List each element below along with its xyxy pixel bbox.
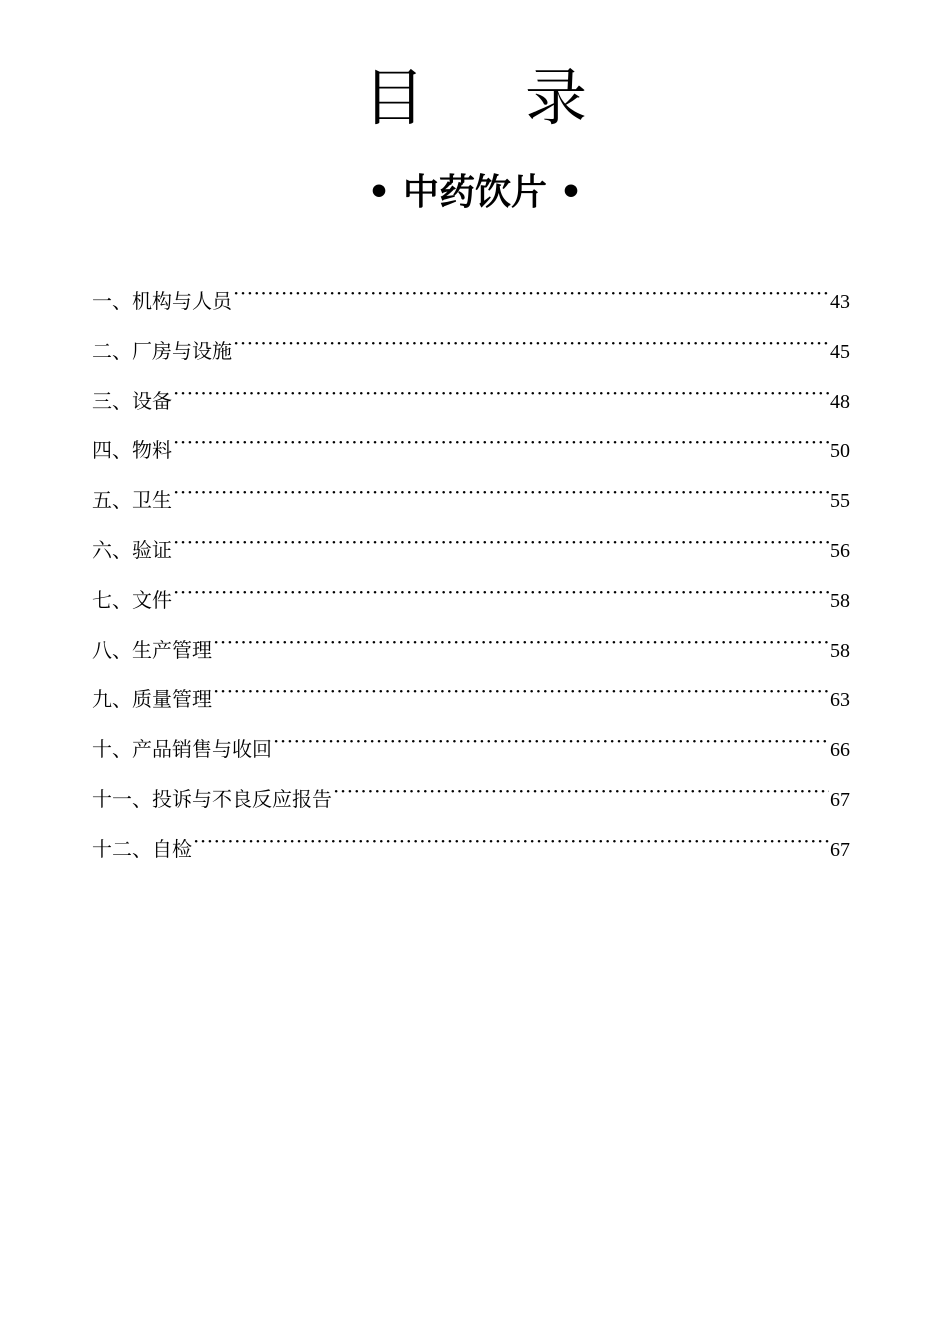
toc-entry-label: 六、验证 xyxy=(92,537,172,562)
toc-entry-label: 七、文件 xyxy=(92,587,172,612)
toc-entry[interactable] xyxy=(92,378,850,428)
toc-entry[interactable] xyxy=(92,577,850,627)
toc-entry[interactable] xyxy=(92,427,850,477)
table-of-contents xyxy=(92,278,850,876)
toc-entry[interactable] xyxy=(92,527,850,577)
toc-entry-page: 66 xyxy=(830,739,850,762)
toc-dot-leader xyxy=(173,577,829,607)
toc-dot-leader xyxy=(173,378,829,408)
toc-entry[interactable] xyxy=(92,627,850,677)
toc-entry-page: 45 xyxy=(830,340,850,363)
toc-entry-page: 55 xyxy=(830,490,850,513)
toc-dot-leader xyxy=(213,676,829,706)
toc-entry-page: 43 xyxy=(830,291,850,313)
toc-entry-label: 八、生产管理 xyxy=(92,637,212,662)
toc-entry-page: 67 xyxy=(830,838,850,861)
toc-entry-page: 58 xyxy=(830,589,850,612)
toc-entry[interactable] xyxy=(92,776,850,826)
toc-entry-label: 十一、投诉与不良反应报告 xyxy=(92,786,332,811)
toc-entry-label: 二、厂房与设施 xyxy=(92,338,232,363)
toc-entry-label: 四、物料 xyxy=(92,438,172,463)
toc-entry-label: 十、产品销售与收回 xyxy=(92,737,272,762)
toc-entry-label: 一、机构与人员 xyxy=(92,289,232,313)
page-title-part-2: 录 xyxy=(525,61,588,134)
toc-entry[interactable] xyxy=(92,328,850,378)
toc-entry-page: 63 xyxy=(830,689,850,712)
toc-entry-page: 56 xyxy=(830,539,850,562)
toc-dot-leader xyxy=(173,527,829,557)
toc-entry[interactable] xyxy=(92,726,850,776)
toc-entry-page: 50 xyxy=(830,440,850,463)
toc-entry-label: 五、卫生 xyxy=(92,488,172,513)
toc-entry-label: 十二、自检 xyxy=(92,836,192,861)
toc-entry[interactable] xyxy=(92,676,850,726)
toc-entry-label: 三、设备 xyxy=(92,388,172,413)
toc-entry[interactable] xyxy=(92,477,850,527)
toc-dot-leader xyxy=(173,477,829,507)
toc-dot-leader xyxy=(273,726,829,756)
toc-entry-page: 67 xyxy=(830,788,850,811)
section-subtitle: • 中药饮片 • xyxy=(367,172,583,213)
toc-entry-label: 九、质量管理 xyxy=(92,687,212,712)
toc-entry[interactable] xyxy=(92,278,850,328)
toc-dot-leader xyxy=(233,278,829,308)
toc-dot-leader xyxy=(193,826,829,856)
toc-dot-leader xyxy=(173,427,829,457)
toc-dot-leader xyxy=(233,328,829,358)
toc-dot-leader xyxy=(333,776,829,806)
toc-entry-page: 58 xyxy=(830,639,850,662)
toc-entry[interactable] xyxy=(92,826,850,876)
toc-dot-leader xyxy=(213,627,829,657)
page-title-part-1: 目 xyxy=(362,61,425,134)
toc-entry-page: 48 xyxy=(830,390,850,413)
page-title xyxy=(0,60,950,136)
